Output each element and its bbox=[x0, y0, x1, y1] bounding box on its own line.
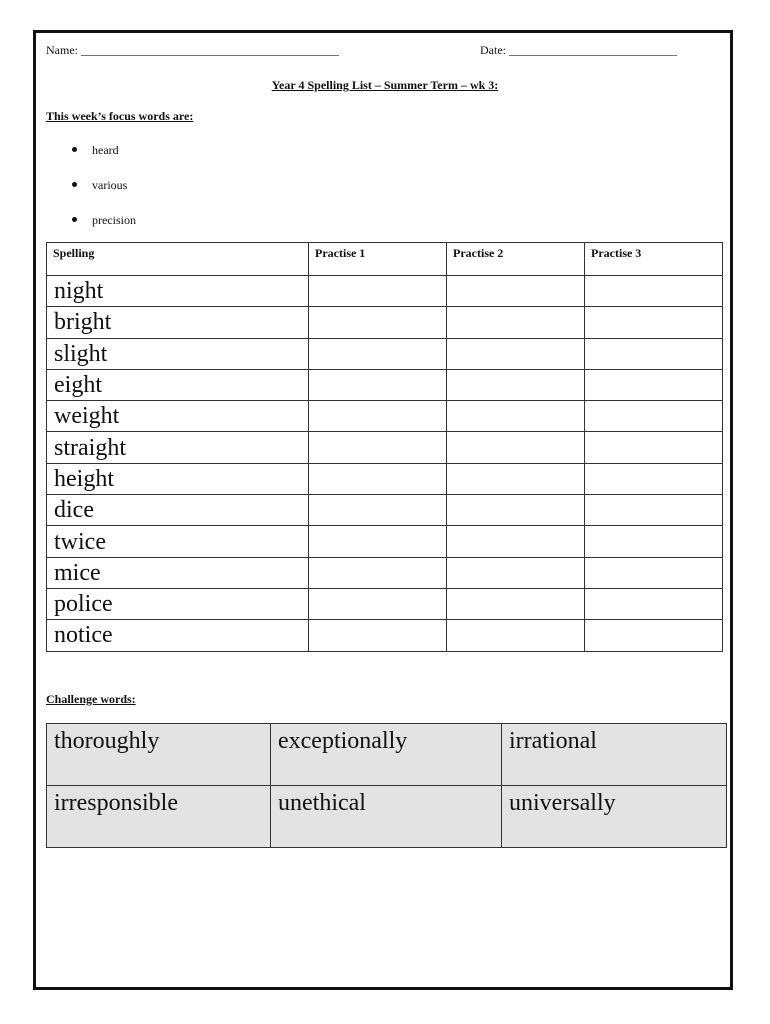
practise-1-cell[interactable] bbox=[309, 369, 447, 400]
challenge-row bbox=[47, 724, 727, 786]
practise-2-cell[interactable] bbox=[447, 495, 585, 526]
spelling-row bbox=[47, 432, 723, 463]
spelling-word: straight bbox=[47, 432, 309, 463]
practise-1-cell[interactable] bbox=[309, 432, 447, 463]
spelling-word: height bbox=[47, 463, 309, 494]
spelling-word: twice bbox=[47, 526, 309, 557]
practise-1-cell[interactable] bbox=[309, 495, 447, 526]
date-field: Date: ____________________________ bbox=[480, 43, 677, 57]
practise-2-cell[interactable] bbox=[447, 557, 585, 588]
spelling-word: slight bbox=[47, 338, 309, 369]
practise-1-cell[interactable] bbox=[309, 276, 447, 307]
practise-2-cell[interactable] bbox=[447, 620, 585, 651]
practise-2-cell[interactable] bbox=[447, 588, 585, 619]
spelling-rows bbox=[47, 276, 723, 652]
page-title: Year 4 Spelling List – Summer Term – wk 3: bbox=[271, 78, 499, 92]
spelling-row bbox=[47, 588, 723, 619]
challenge-row bbox=[47, 786, 727, 848]
spelling-word: police bbox=[47, 588, 309, 619]
challenge-heading: Challenge words: bbox=[46, 692, 136, 706]
spelling-word: eight bbox=[47, 369, 309, 400]
practise-3-cell[interactable] bbox=[585, 432, 723, 463]
spelling-row bbox=[47, 338, 723, 369]
practise-3-cell[interactable] bbox=[585, 401, 723, 432]
practise-1-cell[interactable] bbox=[309, 557, 447, 588]
focus-word: precision bbox=[70, 210, 136, 245]
practise-3-cell[interactable] bbox=[585, 588, 723, 619]
spelling-word: mice bbox=[47, 557, 309, 588]
spelling-word: bright bbox=[47, 307, 309, 338]
challenge-word: thoroughly bbox=[47, 724, 271, 786]
spelling-row bbox=[47, 495, 723, 526]
practise-3-cell[interactable] bbox=[585, 307, 723, 338]
practise-1-cell[interactable] bbox=[309, 307, 447, 338]
challenge-word: exceptionally bbox=[271, 724, 502, 786]
practise-3-cell[interactable] bbox=[585, 557, 723, 588]
header-practise-1: Practise 1 bbox=[309, 243, 447, 276]
practise-1-cell[interactable] bbox=[309, 463, 447, 494]
challenge-word: unethical bbox=[271, 786, 502, 848]
practise-2-cell[interactable] bbox=[447, 526, 585, 557]
focus-heading: This week’s focus words are: bbox=[46, 109, 194, 123]
practise-3-cell[interactable] bbox=[585, 526, 723, 557]
spelling-row bbox=[47, 526, 723, 557]
focus-word-list bbox=[70, 140, 136, 245]
spelling-row bbox=[47, 276, 723, 307]
spelling-row bbox=[47, 369, 723, 400]
spelling-row bbox=[47, 307, 723, 338]
practise-1-cell[interactable] bbox=[309, 401, 447, 432]
challenge-table bbox=[46, 723, 727, 848]
spelling-word: notice bbox=[47, 620, 309, 651]
practise-3-cell[interactable] bbox=[585, 620, 723, 651]
spelling-row bbox=[47, 463, 723, 494]
challenge-word: irresponsible bbox=[47, 786, 271, 848]
spelling-word: dice bbox=[47, 495, 309, 526]
name-field: Name: ___________________________________________ bbox=[46, 43, 339, 57]
practise-3-cell[interactable] bbox=[585, 276, 723, 307]
challenge-word: irrational bbox=[502, 724, 727, 786]
practise-3-cell[interactable] bbox=[585, 463, 723, 494]
spelling-word: weight bbox=[47, 401, 309, 432]
practise-2-cell[interactable] bbox=[447, 432, 585, 463]
focus-word: heard bbox=[70, 140, 136, 175]
spelling-word: night bbox=[47, 276, 309, 307]
practise-3-cell[interactable] bbox=[585, 338, 723, 369]
practise-2-cell[interactable] bbox=[447, 276, 585, 307]
focus-word: various bbox=[70, 175, 136, 210]
practise-1-cell[interactable] bbox=[309, 526, 447, 557]
practise-1-cell[interactable] bbox=[309, 588, 447, 619]
spelling-row bbox=[47, 401, 723, 432]
practise-3-cell[interactable] bbox=[585, 369, 723, 400]
practise-2-cell[interactable] bbox=[447, 369, 585, 400]
spelling-header-row bbox=[47, 243, 723, 276]
practise-2-cell[interactable] bbox=[447, 338, 585, 369]
header-practise-2: Practise 2 bbox=[447, 243, 585, 276]
spelling-row bbox=[47, 557, 723, 588]
header-practise-3: Practise 3 bbox=[585, 243, 723, 276]
spelling-table bbox=[46, 242, 723, 652]
practise-3-cell[interactable] bbox=[585, 495, 723, 526]
practise-2-cell[interactable] bbox=[447, 463, 585, 494]
practise-2-cell[interactable] bbox=[447, 307, 585, 338]
practise-1-cell[interactable] bbox=[309, 338, 447, 369]
spelling-row bbox=[47, 620, 723, 651]
practise-2-cell[interactable] bbox=[447, 401, 585, 432]
header-spelling: Spelling bbox=[47, 243, 309, 276]
practise-1-cell[interactable] bbox=[309, 620, 447, 651]
challenge-word: universally bbox=[502, 786, 727, 848]
